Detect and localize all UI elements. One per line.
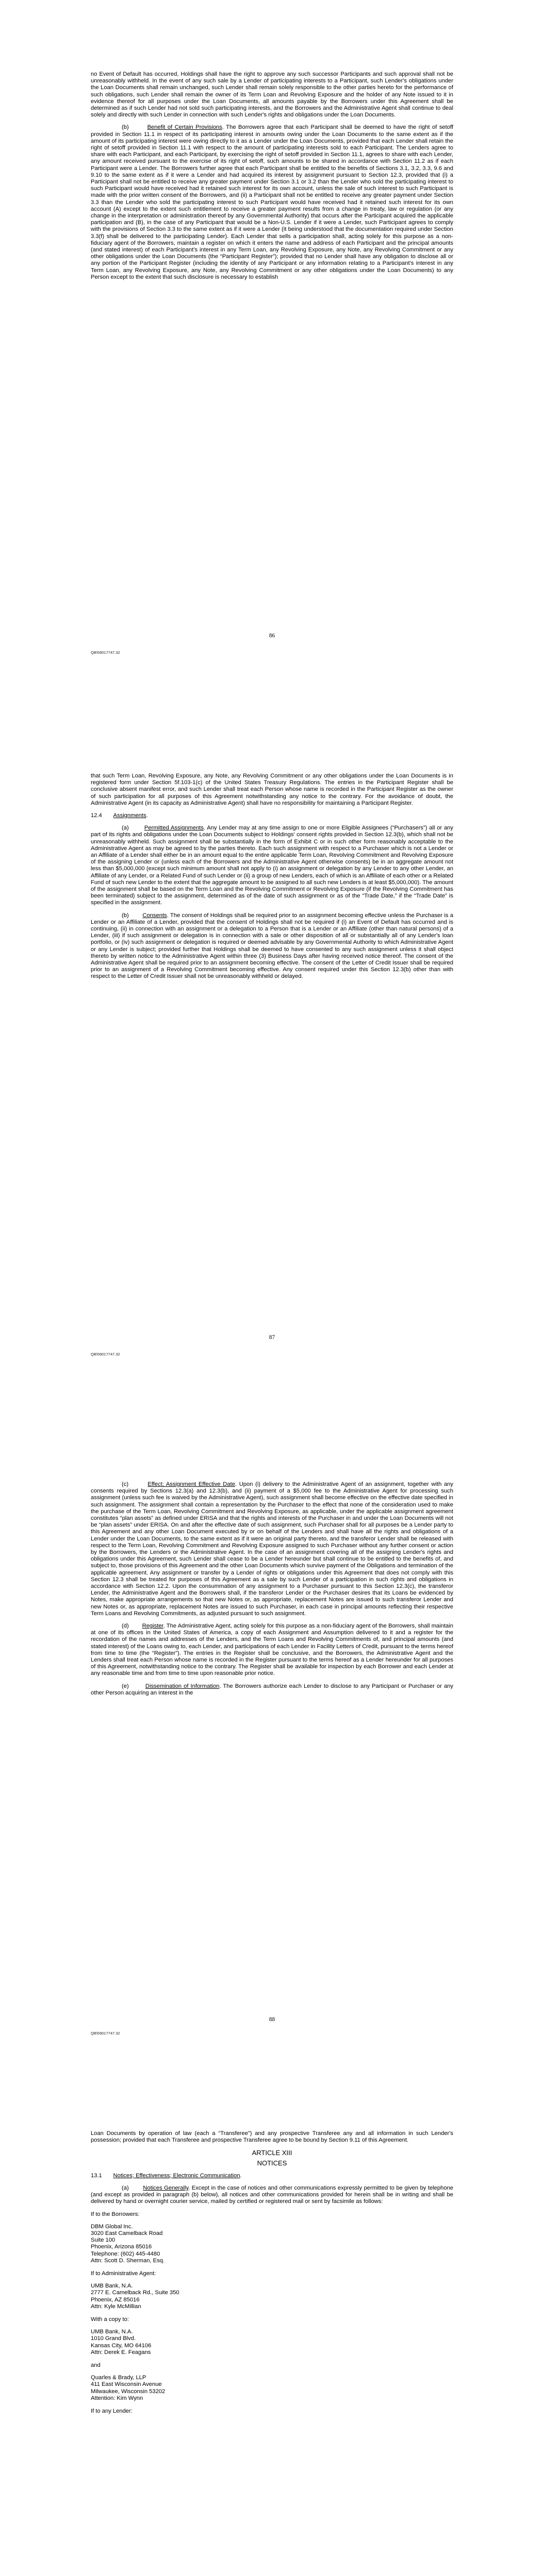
page-89-body xyxy=(91,2130,453,2420)
address-line: Quarles & Brady, LLP xyxy=(91,2375,146,2381)
paragraph-text: . The Administrative Agent, acting solely for this purpose as a non-fiduciary agent of the Borrowers, shall maintain at one of its offices in the United States of America, a copy of each Assignment and Assumption delivered to it and a register for the recordation of the names and addresses of the Lenders, and the Term Loans and Revolving Commitments of, and principal amounts (and stated interest) of the Loans owing to, each Lender, and participations of each Lender in Facility Letters of Credit, pursuant to the terms hereof from time to time (the “Register”). The entries in the Register shall be conclusive, and the Borrowers, the Administrative Agent and the Lenders shall treat each Person whose name is recorded in the Register pursuant to the terms hereof as a Lender hereunder for all purposes of this Agreement, notwithstanding notice to the contrary. The Register shall be available for inspection by each Borrower and each Lender at any reasonable time and from time to time upon reasonable prior notice. xyxy=(91,1623,453,1677)
address-line: Milwaukee, Wisconsin 53202 xyxy=(91,2388,166,2395)
lender-notice-label: If to any Lender: xyxy=(91,2408,133,2415)
address-line: UMB Bank, N.A. xyxy=(91,2329,133,2335)
borrowers-notice-label: If to the Borrowers: xyxy=(91,2211,140,2217)
paragraph-continuation: that such Term Loan, Revolving Exposure, any Note, any Revolving Commitment or any other obligations under the Loan Documents is in registered form under Section 5f.103-1(c) of the United States Treasury Regulations. The entries in the Participant Register shall be conclusive absent manifest error, and such Lender shall treat each Person whose name is recorded in the Participant Register as the owner of such participation for all purposes of this Agreement notwithstanding any notice to the contrary. For the avoidance of doubt, the Administrative Agent (in its capacity as Administrative Agent) shall have no responsibility for maintaining a Participant Register. xyxy=(91,773,453,806)
paragraph-d-register xyxy=(91,1623,453,1677)
paragraph-title: Notices Generally xyxy=(143,2185,189,2192)
document-id: QB\59017747.32 xyxy=(91,650,120,655)
page-87 xyxy=(0,703,544,1406)
address-line: DBM Global Inc. xyxy=(91,2223,133,2230)
address-line: Phoenix, AZ 85016 xyxy=(91,2296,140,2303)
page-89 xyxy=(0,2110,544,2576)
section-title: Notices; Effectiveness; Electronic Communication xyxy=(113,2172,240,2179)
paragraph-continuation: no Event of Default has occurred, Holdings shall have the right to approve any such successor Participants and such approval shall not be unreasonably withheld. In the event of any such sale by a Lender of participating interests to a Participant, such Lender's obligations under the Loan Documents shall remain unchanged, such Lender shall remain solely responsible to the other parties hereto for the performance of such obligations, such Lender shall remain the owner of its Term Loan and Revolving Exposure and the holder of any Note issued to it in evidence thereof for all purposes under the Loan Documents, all amounts payable by the Borrowers under this Agreement shall be determined as if such Lender had not sold such participating interests, and the Borrowers and the Administrative Agent shall continue to deal solely and directly with such Lender in connection with such Lender's rights and obligations under the Loan Documents. xyxy=(91,71,453,118)
address-line: Phoenix, Arizona 85016 xyxy=(91,2244,152,2250)
article-number: ARTICLE XIII xyxy=(252,2149,292,2157)
copy-address-2 xyxy=(91,2375,453,2402)
address-line: 411 East Wisconsin Avenue xyxy=(91,2381,162,2388)
paragraph-text: . Except in the case of notices and other communications expressly permitted to be given by telephone (and except as provided in paragraph (b) below), all notices and other communications provided for herein shall be in writing and shall be delivered by hand or overnight courier service, mailed by certified or registered mail or sent by facsimile as follows: xyxy=(91,2185,453,2205)
address-line: Kansas City, MO 64106 xyxy=(91,2342,152,2349)
paragraph-label: (b) xyxy=(122,912,129,919)
copy-label: With a copy to: xyxy=(91,2316,129,2323)
address-line: 3020 East Camelback Road xyxy=(91,2230,163,2237)
page-86 xyxy=(0,0,544,703)
paragraph-c-effect xyxy=(91,1481,453,1617)
paragraph-b-benefit xyxy=(91,124,453,281)
address-line: Attn: Kyle McMillian xyxy=(91,2303,141,2310)
page-number: 88 xyxy=(269,2016,275,2023)
paragraph-title: Register xyxy=(142,1623,163,1630)
paragraph-label: (d) xyxy=(122,1623,129,1630)
paragraph-text: . Upon (i) delivery to the Administrative Agent of an assignment, together with any consents required by Sections 12.3(a) and 12.3(b), and (ii) payment of a $5,000 fee to the Administrative Agent for processing such assignment (unless such fee is waived by the Administrative Agent), such assignment shall become effective on the effective date specified in such assignment. The assignment shall contain a representation by the Purchaser to the effect that none of the consideration used to make the purchase of the Term Loan, Revolving Commitment and Revolving Exposure, as applicable, under the applicable assignment agreement constitutes “plan assets” as defined under ERISA and that the rights and interests of the Purchaser in and under the Loan Documents will not be “plan assets” under ERISA. On and after the effective date of such assignment, such Purchaser shall for all purposes be a Lender party to this Agreement and any other Loan Document executed by or on behalf of the Lenders and shall have all the rights and obligations of a Lender under the Loan Documents, to the same extent as if it were an original party thereto, and the transferor Lender shall be released with respect to the Term Loan, Revolving Commitment and Revolving Exposure assigned to such Purchaser without any further consent or action by the Borrowers, the Lenders or the Administrative Agent. In the case of an assignment covering all of the assigning Lender's rights and obligations under this Agreement, such Lender shall cease to be a Lender hereunder but shall continue to be entitled to the benefits of, and subject to, those provisions of this Agreement and the other Loan Documents which survive payment of the Obligations and termination of the applicable agreement. Any assignment or transfer by a Lender of rights or obligations under this Agreement that does not comply with this Section 12.3 shall be treated for purposes of this Agreement as a sale by such Lender of a participation in such rights and obligations in accordance with Section 12.2. Upon the consummation of any assignment to a Purchaser pursuant to this Section 12.3(c), the transferor Lender, the Administrative Agent and the Borrowers shall, if the transferor Lender or the Purchaser desires that its Loans be evidenced by Notes, make appropriate arrangements so that new Notes or, as appropriate, replacement Notes are issued to such transferor Lender and new Notes or, as appropriate, replacement Notes are issued to such Purchaser, in each case in principal amounts reflecting their respective Term Loans and Revolving Commitments, as adjusted pursuant to such assignment. xyxy=(91,1481,454,1617)
section-heading: 13.1 Notices; Effectiveness; Electronic Communication. xyxy=(91,2172,242,2179)
paragraph-label: (e) xyxy=(122,1683,129,1689)
borrowers-address xyxy=(91,2224,453,2264)
paragraph-label: (a) xyxy=(122,2185,129,2192)
paragraph-label: (c) xyxy=(122,1481,129,1487)
paragraph-a-permitted-assignments xyxy=(91,825,453,906)
page-88 xyxy=(0,1406,544,2110)
address-line: 1010 Grand Blvd. xyxy=(91,2335,136,2342)
and-label: and xyxy=(91,2362,101,2369)
paragraph-e-dissemination xyxy=(91,1683,453,1697)
paragraph-text: . The Borrowers agree that each Participant shall be deemed to have the right of setoff provided in Section 11.1 in respect of its participating interest in amounts owing under the Loan Documents to the same extent as if the amount of its participating interest were owing directly to it as a Lender under the Loan Documents, provided that each Lender shall retain the right of setoff provided in Section 11.1 with respect to the amount of participating interests sold to each Participant. The Lenders agree to share with each Participant, and each Participant, by exercising the right of setoff provided in Section 11.1, agrees to share with each Lender, any amount received pursuant to the exercise of its right of setoff, such amounts to be shared in accordance with Section 11.2 as if each Participant were a Lender. The Borrowers further agree that each Participant shall be entitled to the benefits of Sections 3.1, 3.2, 3.3, 9.6 and 9.10 to the same extent as if it were a Lender and had acquired its interest by assignment pursuant to Section 12.3, provided that (i) a Participant shall not be entitled to receive any greater payment under Section 3.1 or 3.2 than the Lender who sold the participating interest to such Participant would have received had it retained such interest for its own account, unless the sale of such interest to such Participant is made with the prior written consent of the Borrowers, and (ii) a Participant shall not be entitled to receive any greater payment under Section 3.3 than the Lender who sold the participating interest to such Participant would have received had it retained such interest for its own account (A) except to the extent such entitlement to receive a greater payment results from a change in treaty, law or regulation (or any change in the interpretation or administration thereof by any Governmental Authority) that occurs after the Participant acquired the applicable participation and (B), in the case of any Participant that would be a Non-U.S. Lender if it were a Lender, such Participant agrees to comply with the provisions of Section 3.3 to the same extent as if it were a Lender (it being understood that the documentation required under Section 3.3(f) shall be delivered to the participating Lender). Each Lender that sells a participation shall, acting solely for this purpose as a non-fiduciary agent of the Borrowers, maintain a register on which it enters the name and address of each Participant and the principal amounts (and stated interest) of each Participant's interest in any Term Loan, any Revolving Exposure, any Note, any Revolving Commitment or any other obligations under the Loan Documents (the “Participant Register”); provided that no Lender shall have any obligation to disclose all or any portion of the Participant Register (including the identity of any Participant or any information relating to a Participant's interest in any Term Loan, any Revolving Exposure, any Note, any Revolving Commitment or any other obligations under the Loan Documents) to any Person except to the extent that such disclosure is necessary to establish xyxy=(91,124,453,280)
copy-address-1 xyxy=(91,2329,453,2356)
paragraph-title: Permitted Assignments xyxy=(144,825,204,832)
address-line: Attention: Kim Wynn xyxy=(91,2395,143,2401)
address-line: Attn: Scott D. Sherman, Esq. xyxy=(91,2257,165,2264)
paragraph-label: (a) xyxy=(122,825,129,832)
address-line: Telephone: (602) 445-4480 xyxy=(91,2250,160,2257)
section-number: 13.1 xyxy=(91,2172,102,2179)
address-line: 2777 E. Camelback Rd., Suite 350 xyxy=(91,2290,179,2296)
paragraph-text: . The Borrowers authorize each Lender to disclose to any Participant or Purchaser or any other Person acquiring an interest in the xyxy=(91,1683,453,1696)
section-number: 12.4 xyxy=(91,812,102,819)
paragraph-title: Effect; Assignment Effective Date xyxy=(147,1481,235,1487)
agent-address xyxy=(91,2283,453,2310)
paragraph-a-notices-generally xyxy=(91,2185,453,2206)
page-number: 87 xyxy=(269,1334,275,1341)
page-88-body xyxy=(91,1481,453,1702)
paragraph-b-consents xyxy=(91,912,453,980)
address-line: Suite 100 xyxy=(91,2237,116,2244)
paragraph-title: Consents xyxy=(142,912,167,919)
section-heading: 12.4 Assignments. xyxy=(91,812,148,819)
paragraph-text: . Any Lender may at any time assign to one or more Eligible Assignees (“Purchasers”) all or any part of its rights and obligations under the Loan Documents subject to Holdings' consent rights provided in Section 12.3(b), which shall not be unreasonably withheld. Such assignment shall be substantially in the form of Exhibit C or in such other form reasonably acceptable to the Administrative Agent as may be agreed to by the parties thereto. Each such assignment with respect to a Purchaser which is not a Lender or an Affiliate of a Lender shall either be in an amount equal to the entire applicable Term Loan, Revolving Commitment and Revolving Exposure of the assigning Lender or (unless each of the Borrowers and the Administrative Agent otherwise consents) be in an aggregate amount not less than $5,000,000 (except such minimum amount shall not apply to (i) an assignment or delegation by any Lender to any other Lender, an Affiliate of any Lender, or a Related Fund of such Lender or (ii) a group of new Lenders, each of which is an Affiliate of each other or a Related Fund of such new Lender to the extent that the aggregate amount to be assigned to all such new Lenders is at least $5,000,000). The amount of the assignment shall be based on the Term Loan and the Revolving Commitment or Revolving Exposure (if the Revolving Commitment has been terminated) subject to the assignment, determined as of the date of such assignment or as of the “Trade Date,” if the “Trade Date” is specified in the assignment. xyxy=(91,825,453,906)
agent-notice-label: If to Administrative Agent: xyxy=(91,2270,156,2277)
document-id: QB\59017747.32 xyxy=(91,1352,120,1357)
paragraph-text: . The consent of Holdings shall be required prior to an assignment becoming effective unless the Purchaser is a Lender or an Affiliate of a Lender, provided that the consent of Holdings shall not be required if (i) an Event of Default has occurred and is continuing, (ii) in connection with an assignment or a delegation to a Person that is a Lender or an Affiliate (other than natural persons) of a Lender, (iii) if such assignment or delegation is in connection with a sale or other disposition of all or substantially all of any Lender's loan portfolio, or (iv) such assignment or delegation is required or deemed advisable by any Governmental Authority to which Administrative Agent or any Lender is subject; provided further that Holdings shall be deemed to have consented to any such assignment unless it shall object thereto by written notice to the Administrative Agent within three (3) Business Days after having received notice thereof. The consent of the Administrative Agent shall be required prior to an assignment becoming effective. The consent of the Letter of Credit Issuer shall be required prior to an assignment of a Revolving Commitment becoming effective. Any consent required under this Section 12.3(b) other than with respect to the Letter of Credit Issuer shall not be unreasonably withheld or delayed. xyxy=(91,912,453,980)
document-id: QB\59017747.32 xyxy=(91,2031,120,2036)
paragraph-title: Benefit of Certain Provisions xyxy=(147,124,222,131)
page-86-body xyxy=(91,71,453,286)
address-line: Attn: Derek E. Feagans xyxy=(91,2349,151,2355)
page-87-body xyxy=(91,773,453,986)
page-number: 86 xyxy=(269,633,275,639)
article-title: NOTICES xyxy=(257,2159,287,2167)
address-line: UMB Bank, N.A. xyxy=(91,2283,133,2290)
paragraph-label: (b) xyxy=(122,124,129,131)
section-title: Assignments xyxy=(113,812,146,819)
paragraph-continuation: Loan Documents by operation of law (each a “Transferee”) and any prospective Transferee any and all information in such Lender's possession; provided that each Transferee and prospective Transferee agree to be bound by Section 9.11 of this Agreement. xyxy=(91,2130,453,2144)
paragraph-title: Dissemination of Information xyxy=(145,1683,220,1689)
